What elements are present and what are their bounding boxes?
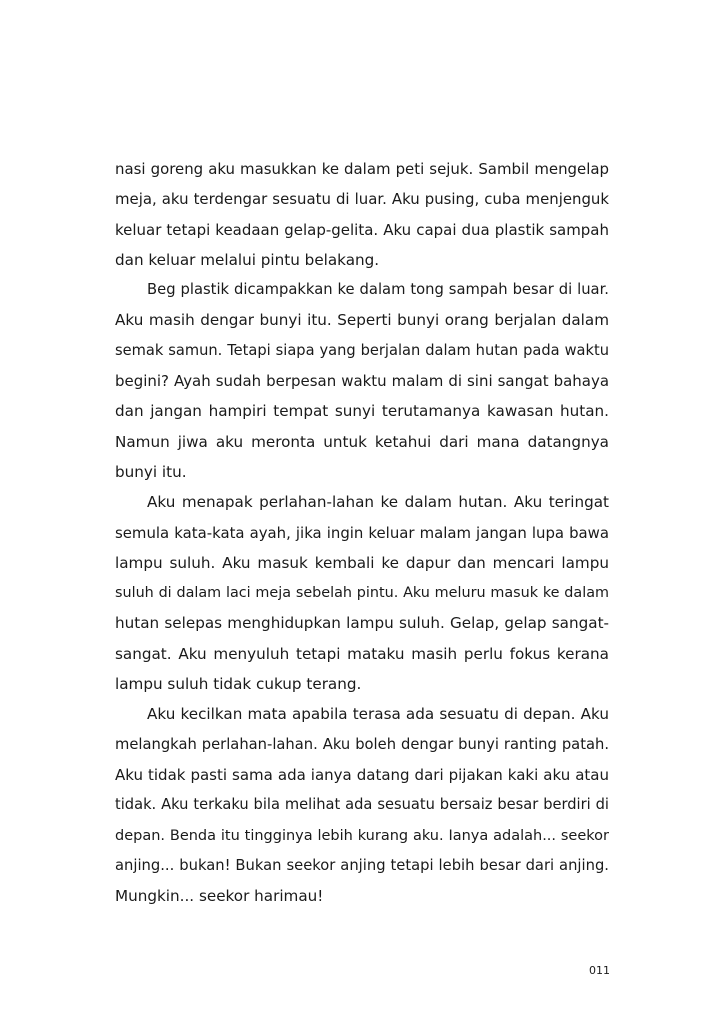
text-line: dan keluar melalui pintu belakang. bbox=[115, 250, 380, 269]
text-line: dan jangan hampiri tempat sunyi terutamanya kawasan hutan. bbox=[115, 402, 609, 421]
text-line: Beg plastik dicampakkan ke dalam tong sampah besar di luar. bbox=[147, 281, 609, 299]
text-line: bunyi itu. bbox=[115, 462, 187, 481]
text-line: Aku tidak pasti sama ada ianya datang dari pijakan kaki aku atau bbox=[115, 765, 609, 784]
text-line: hutan selepas menghidupkan lampu suluh. Gelap, gelap sangat- bbox=[115, 614, 609, 633]
text-line: meja, aku terdengar sesuatu di luar. Aku pusing, cuba menjenguk bbox=[115, 190, 609, 209]
text-line: Namun jiwa aku meronta untuk ketahui dari mana datangnya bbox=[115, 432, 609, 451]
page-number: 011 bbox=[589, 964, 610, 977]
text-line: Aku kecilkan mata apabila terasa ada sesuatu di depan. Aku bbox=[147, 705, 609, 724]
text-line: semak samun. Tetapi siapa yang berjalan dalam hutan pada waktu bbox=[115, 341, 609, 359]
text-line: tidak. Aku terkaku bila melihat ada sesuatu bersaiz besar berdiri di bbox=[115, 796, 609, 814]
text-line: Aku menapak perlahan-lahan ke dalam hutan. Aku teringat bbox=[147, 493, 609, 512]
text-line: Mungkin... seekor harimau! bbox=[115, 887, 324, 906]
text-line: Aku masih dengar bunyi itu. Seperti bunyi orang berjalan dalam bbox=[115, 311, 609, 330]
text-line: nasi goreng aku masukkan ke dalam peti sejuk. Sambil mengelap bbox=[115, 160, 609, 178]
text-line: begini? Ayah sudah berpesan waktu malam di sini sangat bahaya bbox=[115, 372, 609, 391]
text-line: keluar tetapi keadaan gelap-gelita. Aku capai dua plastik sampah bbox=[115, 220, 609, 239]
text-line: lampu suluh tidak cukup terang. bbox=[115, 675, 362, 694]
text-line: sangat. Aku menyuluh tetapi mataku masih perlu fokus kerana bbox=[115, 644, 609, 663]
text-line: lampu suluh. Aku masuk kembali ke dapur dan mencari lampu bbox=[115, 553, 609, 572]
text-line: semula kata-kata ayah, jika ingin keluar malam jangan lupa bawa bbox=[115, 523, 609, 542]
body-text bbox=[115, 154, 609, 911]
text-line: anjing... bukan! Bukan seekor anjing tetapi lebih besar dari anjing. bbox=[115, 856, 609, 874]
text-line: suluh di dalam laci meja sebelah pintu. Aku meluru masuk ke dalam bbox=[115, 585, 609, 602]
text-line: depan. Benda itu tingginya lebih kurang aku. Ianya adalah... seekor bbox=[115, 827, 609, 844]
text-line: melangkah perlahan-lahan. Aku boleh dengar bunyi ranting patah. bbox=[115, 735, 609, 753]
